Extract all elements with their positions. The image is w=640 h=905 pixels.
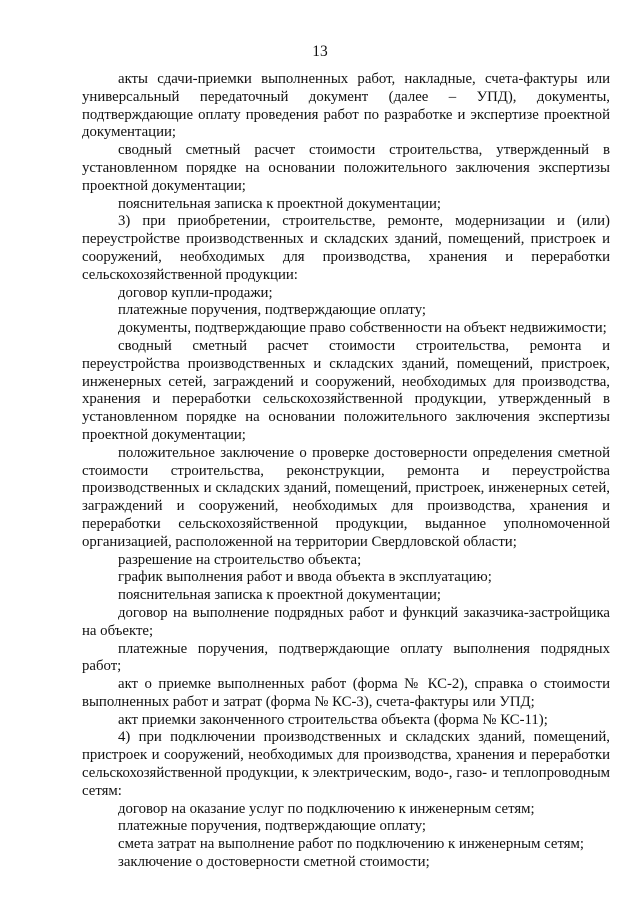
paragraph: заключение о достоверности сметной стоимости; <box>118 854 430 871</box>
paragraph: договор купли-продажи; <box>118 284 273 301</box>
paragraph: смета затрат на выполнение работ по подключению к инженерным сетям; <box>118 836 585 853</box>
paragraph: платежные поручения, подтверждающие оплату выполнения подрядных работ; <box>82 640 610 675</box>
paragraph: акт о приемке выполненных работ (форма № КС-2), справка о стоимости выполненных работ и затрат (форма № КС-3), счета-фактуры или УПД; <box>82 676 610 710</box>
page-number: 13 <box>312 43 328 60</box>
paragraph: договор на выполнение подрядных работ и функций заказчика-застройщика на объекте; <box>82 604 610 639</box>
paragraph: документы, подтверждающие право собственности на объект недвижимости; <box>118 320 607 337</box>
paragraph: разрешение на строительство объекта; <box>118 551 362 568</box>
paragraph: пояснительная записка к проектной документации; <box>118 587 442 604</box>
paragraph: платежные поручения, подтверждающие оплату; <box>118 302 427 319</box>
paragraph: платежные поручения, подтверждающие оплату; <box>118 818 427 835</box>
paragraph: акты сдачи-приемки выполненных работ, накладные, счета-фактуры или универсальный передаточный документ (далее – УПД), документы, подтверждающие оплату проведения работ по разработке и экспертизе проектной документации; <box>82 71 610 141</box>
paragraph: график выполнения работ и ввода объекта в эксплуатацию; <box>118 569 492 586</box>
paragraph: договор на оказание услуг по подключению к инженерным сетям; <box>118 800 535 817</box>
paragraph: акт приемки законченного строительства объекта (форма № КС-11); <box>118 711 548 728</box>
paragraph: 4) при подключении производственных и складских зданий, помещений, пристроек и сооружений, необходимых для производства, хранения и переработки сельскохозяйственной продукции, к электрическим, водо-, газо- и теплопроводным сетям: <box>82 729 610 799</box>
paragraph: сводный сметный расчет стоимости строительства, утвержденный в установленном порядке на основании положительного заключения экспертизы проектной документации; <box>82 142 610 194</box>
paragraph: сводный сметный расчет стоимости строительства, ремонта и переустройства производственных и складских зданий, помещений, пристроек, инженерных сетей, заграждений и сооружений, необходимых для производства, хранения и переработки сельскохозяйственной продукции, утвержденный в установленном порядке на основании положительного заключения экспертизы проектной документации; <box>82 337 610 443</box>
paragraph: пояснительная записка к проектной документации; <box>118 195 442 212</box>
document-body <box>82 71 610 872</box>
paragraph: положительное заключение о проверке достоверности определения сметной стоимости строительства, реконструкции, ремонта и переустройства производственных и складских зданий, помещений, пристроек, инженерных сетей, заграждений и сооружений, необходимых для производства, хранения и переработки сельскохозяйственной продукции, выданное уполномоченной организацией, расположенной на территории Свердловской области; <box>82 444 610 550</box>
paragraph: 3) при приобретении, строительстве, ремонте, модернизации и (или) переустройстве производственных и складских зданий, помещений, пристроек и сооружений, необходимых для производства, хранения и переработки сельскохозяйственной продукции: <box>82 213 610 283</box>
